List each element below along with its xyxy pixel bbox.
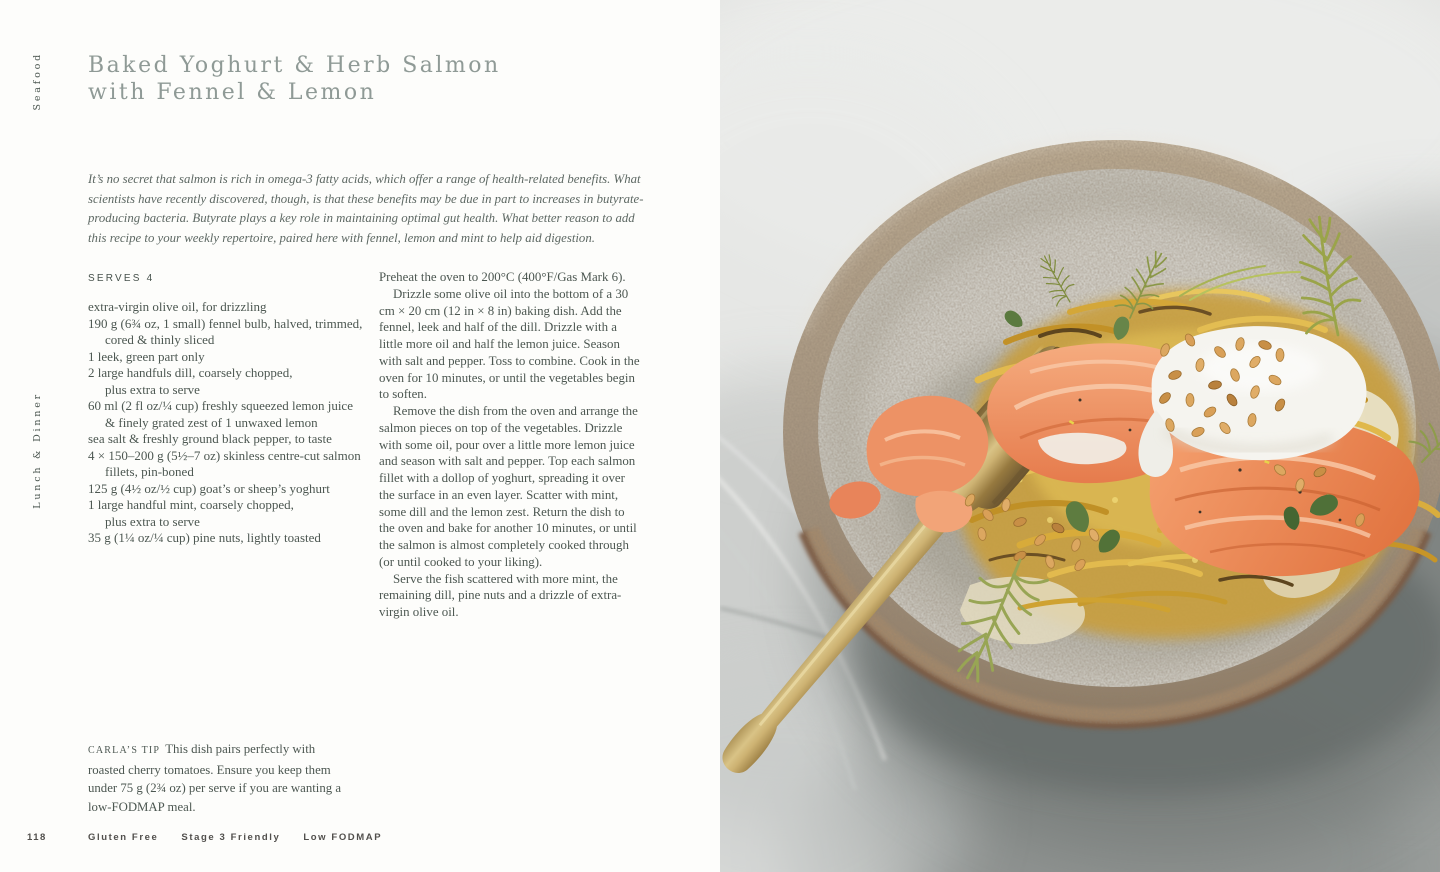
ingredient-line: 190 g (6¾ oz, 1 small) fennel bulb, halved, trimmed, [88,315,363,331]
ingredients-list [88,299,362,547]
intro-line: scientists have recently discovered, though, is that these benefits may be due in part to increases in butyrate- [88,191,644,206]
diet-tag: Low FODMAP [303,832,383,843]
diet-tag: Gluten Free [88,832,159,843]
ingredient-line: 1 leek, green part only [88,348,205,364]
ingredient-line: cored & thinly sliced [105,332,215,347]
tip-label: CARLA’S TIP [88,745,161,756]
ingredient-line: sea salt & freshly ground black pepper, to taste [88,431,332,446]
recipe-intro [88,170,643,248]
ingredient-line: 2 large handfuls dill, coarsely chopped, [88,365,293,380]
ingredient-line: 125 g (4½ oz/½ cup) goat’s or sheep’s yoghurt [88,480,330,496]
category-label: Seafood [32,52,43,111]
intro-line: this recipe to your weekly repertoire, paired here with fennel, lemon and mint to help aid digestion. [88,230,595,245]
diet-tag: Stage 3 Friendly [181,832,281,843]
photo-page [720,0,1440,872]
recipe-title [88,52,501,106]
recipe-tip [88,740,354,816]
tip-text: This dish pairs perfectly with roasted cherry tomatoes. Ensure you keep them under 75 g (2¾ oz) per serve if you are wanting a low-FODMAP meal. [88,742,342,814]
recipe-title-line-2: with Fennel & Lemon [88,80,377,105]
ingredient-line: fillets, pin-boned [105,464,194,479]
ingredient-line: 1 large handful mint, coarsely chopped, [88,497,294,512]
recipe-title-line-1: Baked Yoghurt & Herb Salmon [88,53,501,78]
ingredient-line: plus extra to serve [105,381,200,397]
method-paragraph: Serve the fish scattered with more mint, the remaining dill, pine nuts and a drizzle of extra-virgin olive oil. [379,571,622,619]
ingredient-line: 35 g (1¼ oz/¼ cup) pine nuts, lightly toasted [88,530,321,545]
intro-line: It’s no secret that salmon is rich in omega-3 fatty acids, which offer a range of health-related benefits. What [88,172,641,186]
ingredient-line: & finely grated zest of 1 unwaxed lemon [105,414,318,430]
ingredient-line: 4 × 150–200 g (5½–7 oz) skinless centre-cut salmon [88,447,361,463]
serves-label: SERVES 4 [88,273,155,284]
recipe-photo [720,0,1440,872]
section-label: Lunch & Dinner [32,392,43,509]
ingredient-line: extra-virgin olive oil, for drizzling [88,299,267,314]
method-paragraph: Remove the dish from the oven and arrange the salmon pieces on top of the vegetables. Drizzle with some oil, pour over a little more lemon juice and season with salt and pepper. Top each salmon fillet with a dollop of yoghurt, spreading it over the surface in an even layer. Scatter with mint, some dill and the lemon zest. Return the dish to the oven and bake for another 10 minutes, or until the salmon is almost completely cooked through (or until cooked to your liking). [379,404,638,569]
ingredient-line: 60 ml (2 fl oz/¼ cup) freshly squeezed lemon juice [88,398,353,413]
page-number: 118 [27,832,47,843]
method-paragraph: Drizzle some olive oil into the bottom of a 30 cm × 20 cm (12 in × 8 in) baking dish. Add the fennel, leek and half of the dill. Drizzle with a little more oil and half the lemon juice. Season with salt and pepper. Toss to combine. Cook in the oven for 10 minutes, or until the vegetables begin to soften. [379,286,640,402]
method-paragraph: Preheat the oven to 200°C (400°F/Gas Mark 6). [379,270,626,284]
diet-tags [88,832,405,843]
method-column [379,269,640,621]
ingredient-line: plus extra to serve [105,513,200,529]
intro-line: producing bacteria. Butyrate plays a key role in maintaining optimal gut health. What better reason to add [88,211,635,225]
